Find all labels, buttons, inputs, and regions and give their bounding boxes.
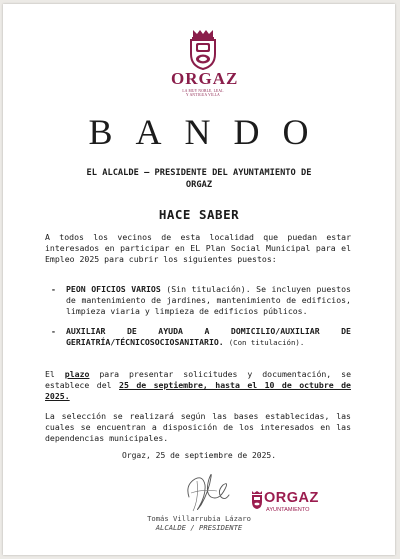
document-date: Orgaz, 25 de septiembre de 2025. [121,451,277,460]
selection-paragraph: La selección se realizará según las bases establecidas, las cuales se encuentran a disposición de los interesados en las dependencias municipales. [45,411,351,444]
signer-block [3,514,395,532]
deadline-plazo: plazo [64,369,90,379]
crest-icon [188,28,218,70]
position-title: PEON OFICIOS VARIOS [66,284,161,294]
deadline-prefix: El [45,369,55,379]
handwritten-signature [181,467,233,515]
logo-tagline-2: Y ANTIGUA VILLA [186,93,220,98]
position-title: AUXILIAR DE AYUDA A DOMICILIO/AUXILIAR DE GERIATRÍA/TÉCNICOSOCIOSANITARIO. [66,325,351,347]
logo-name: ORGAZ [171,69,239,88]
document-subtitle [43,167,355,191]
signer-role: ALCALDE / PRESIDENTE [155,523,243,532]
signer-name: Tomás Villarrubia Lázaro [147,514,251,523]
crest-small-icon [251,490,263,510]
document-title: BANDO [88,112,332,152]
deadline-dates: 25 de septiembre, hasta el 10 de octubre de 2025. [45,380,351,402]
position-description: Se incluyen puestos de mantenimiento de jardines, mantenimiento de edificios, limpieza viaria y limpieza de edificios públicos. [66,284,351,317]
list-item [51,326,351,348]
list-item [51,284,351,318]
list-bullet: - [51,325,56,336]
intro-paragraph: A todos los vecinos de esta localidad que puedan estar interesados en participar en EL Plan Social Municipal para el Empleo 2025 para cubrir los siguientes puestos: [45,232,351,265]
municipal-logo [171,28,239,98]
document-page [3,4,395,555]
positions-list [51,284,351,356]
deadline-middle: para presentar solicitudes y documentación, se establece del [45,369,352,391]
logo-tagline-1: LA MUY NOBLE, LEAL [182,89,224,93]
subtitle-line-2: ORGAZ [185,180,213,190]
deadline-paragraph [45,369,351,403]
footer-logo-name: ORGAZ [264,490,319,506]
position-note: (Sin titulación). [166,284,251,294]
footer-logo-sub: AYUNTAMIENTO [266,507,310,513]
subtitle-line-1: EL ALCALDE – PRESIDENTE DEL AYUNTAMIENTO DE [86,168,312,178]
position-note: (Con titulación). [228,337,305,347]
list-bullet: - [51,284,56,294]
section-heading: HACE SABER [158,207,240,222]
